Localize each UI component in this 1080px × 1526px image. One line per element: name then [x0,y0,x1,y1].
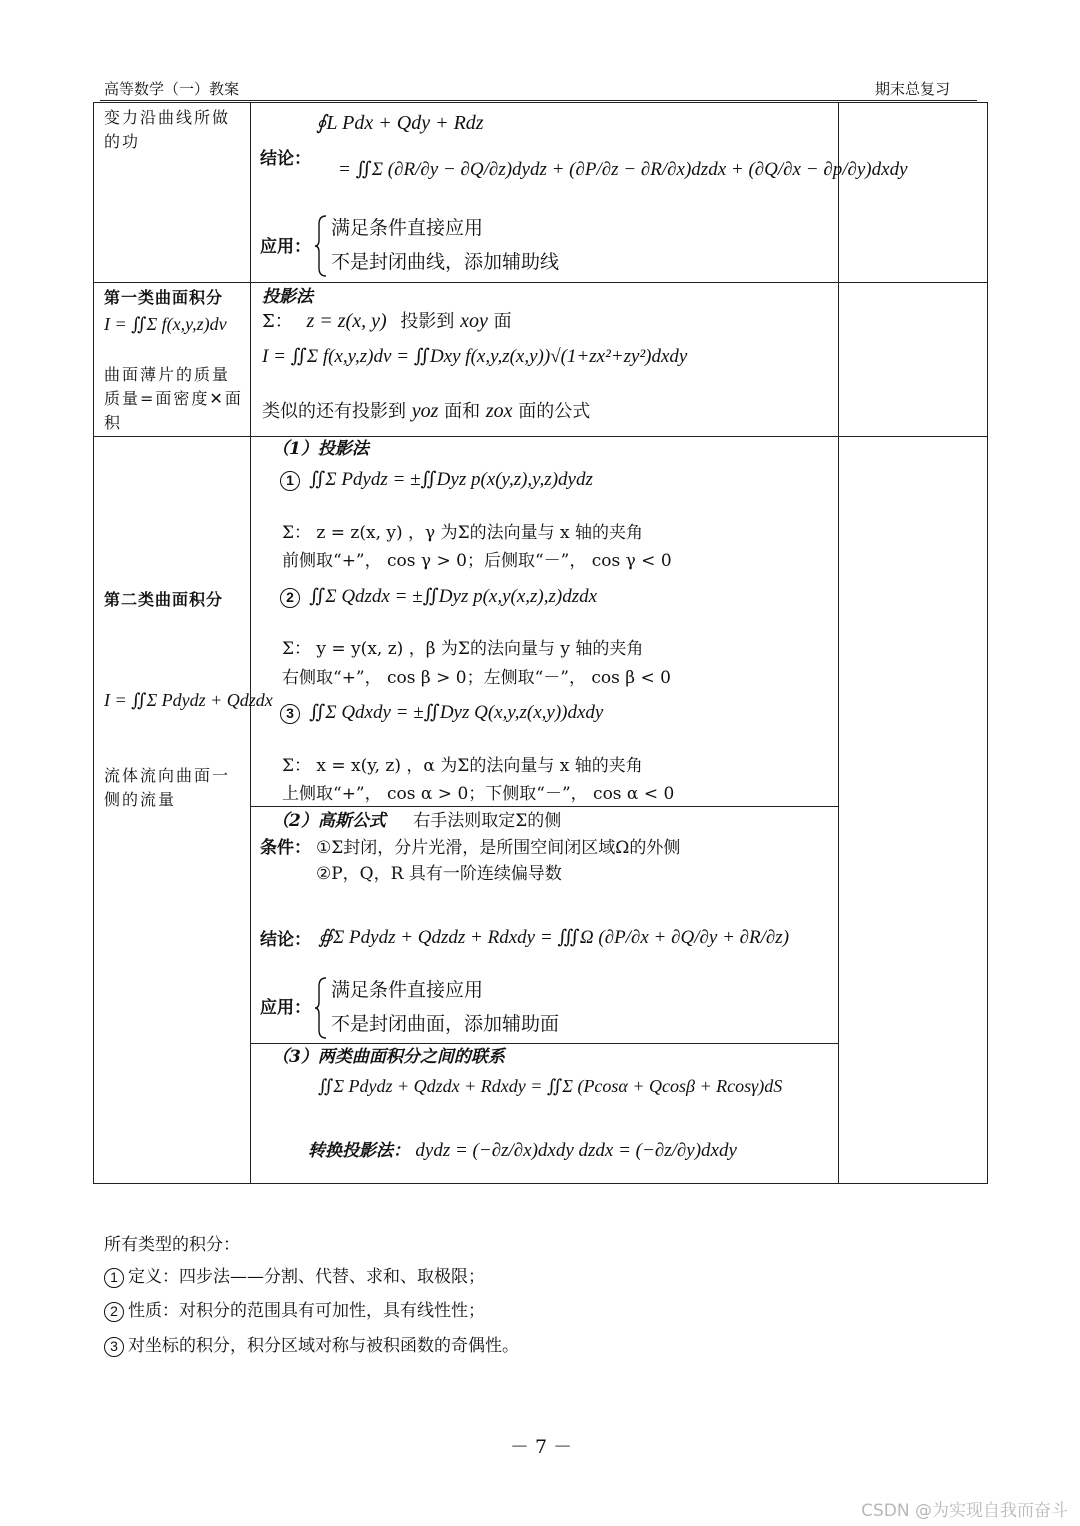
table-row-divider-2 [94,436,987,437]
row2-sigma-c: 投影到 [400,311,455,332]
footer-point-1-marker: 1 [104,1268,124,1288]
row1-conclusion-formula: = ∬Σ (∂R/∂y − ∂Q/∂z)dydz + (∂P/∂z − ∂R/∂x)dzdx + (∂Q/∂x − ∂p/∂y)dxdy [338,159,908,180]
row2-similar-a: 类似的还有投影到 [262,401,406,422]
watermark: CSDN @为实现自我而奋斗 [861,1501,1068,1521]
row2-method: 投影法 [262,287,313,307]
row3-label-desc: 流体流向曲面一侧的流量 [104,766,231,809]
row2-sigma-e: 面 [493,311,512,332]
table-subrow-divider-1 [250,806,838,807]
footer-point-1 [104,1262,485,1288]
item-2-formula: ∬Σ Qdzdx = ±∬Dyz p(x,y(x,z),z)dzdx [309,586,598,607]
header-right: 期末总复习 [874,80,950,98]
row2-sigma-a: Σ： [262,311,293,332]
row3-gauss-formula: ∯Σ Pdydz + Qdzdz + Rdxdy = ∭Ω (∂P/∂x + ∂Q/∂y + ∂R/∂z) [318,927,790,948]
row2-similar-d: zox [485,400,513,422]
row3-cond-2: ②P，Q，R 具有一阶连续偏导数 [316,864,562,884]
item-1-formula: ∬Σ Pdydz = ±∬Dyz p(x(y,z),y,z)dydz [309,469,593,490]
footer-point-2 [104,1296,485,1322]
row3-section1-title: （1）投影法 [272,439,369,459]
footer-point-2-marker: 2 [104,1302,124,1322]
row3-relation-formula: ∬Σ Pdydz + Qdzdx + Rdxdy = ∬Σ (Pcosα + Qcosβ + Rcosγ)dS [318,1076,783,1096]
table-subrow-divider-2 [250,1043,838,1044]
row2-sigma-b: z = z(x, y) [306,310,387,332]
row1-brace [314,214,328,278]
row1-formula: ∮L Pdx + Qdy + Rdz [316,112,484,134]
header-left: 高等数学（一）教案 [104,80,240,98]
header-rule [100,100,977,101]
footer-point-2-text: 性质：对积分的范围具有可加性，具有线性性； [128,1301,485,1321]
row2-main-formula: I = ∬Σ f(x,y,z)dv = ∬Dxy f(x,y,z(x,y))√(1+zx²+zy²)dxdy [262,346,688,367]
row2-similar-e: 面的公式 [518,401,591,422]
row3-convert-formula: dydz = (−∂z/∂x)dxdy dzdx = (−∂z/∂y)dxdy [415,1140,737,1161]
row3-apply-2: 不是封闭曲面，添加辅助面 [331,1013,560,1035]
row2-similar-c: 面和 [444,401,481,422]
row3-cond-label: 条件： [260,838,311,858]
row1-apply-1: 满足条件直接应用 [331,217,484,239]
row1-label: 变力沿曲线所做的功 [104,108,231,151]
footer-point-3-marker: 3 [104,1337,124,1357]
row3-label-title: 第二类曲面积分 [104,590,224,609]
row3-cond-1: ①Σ封闭，分片光滑，是所围空间闭区域Ω的外侧 [316,838,681,858]
row3-item-3 [280,701,603,724]
item-2-num: 2 [280,588,300,608]
row1-conclusion-label: 结论： [260,149,311,169]
row3-label-formula: I = ∬Σ Pdydz + Qdzdx [104,690,273,710]
row3-section2-header [272,810,561,832]
item-1-sign: 前侧取“+”， cos γ > 0；后侧取“－”， cos γ < 0 [282,551,672,571]
footer-point-3 [104,1331,519,1357]
row2-label-formula: I = ∬Σ f(x,y,z)dv [104,314,227,334]
item-1-num: 1 [280,471,300,491]
row3-convert-label: 转换投影法： [308,1141,410,1161]
row3-section3-title: （3）两类曲面积分之间的联系 [272,1047,505,1067]
row3-convert-line [308,1140,737,1162]
item-2-sign: 右侧取“+”， cos β > 0；左侧取“－”， cos β < 0 [282,668,671,688]
item-3-formula: ∬Σ Qdxdy = ±∬Dyz Q(x,y,z(x,y))dxdy [309,702,604,723]
table-row-divider-1 [94,282,987,283]
row3-apply-1: 满足条件直接应用 [331,979,484,1001]
table-col-divider-2 [838,103,839,1183]
table-col-divider-1 [250,103,251,1183]
row3-brace [314,976,328,1040]
page-number: － 7 － [510,1436,573,1458]
row2-sigma-d: xoy [460,310,488,332]
row2-similar-b: yoz [411,400,439,422]
footer-point-3-text: 对坐标的积分，积分区域对称与被积函数的奇偶性。 [128,1336,519,1356]
row1-line-integral [316,110,484,135]
row3-apply-label: 应用： [260,998,311,1018]
row3-item-1 [280,468,593,491]
item-3-sign: 上侧取“+”， cos α > 0；下侧取“－”， cos α < 0 [282,784,675,804]
row3-section2-title: （2）高斯公式 [272,811,386,831]
item-3-sigma: Σ： x = x(y, z) ，α 为Σ的法向量与 x 轴的夹角 [282,756,643,776]
footer-point-1-text: 定义：四步法——分割、代替、求和、取极限； [128,1267,485,1287]
row1-apply-label: 应用： [260,237,311,257]
row3-gauss-label: 结论： [260,930,311,950]
row3-item-2 [280,585,597,608]
row2-label-title: 第一类曲面积分 [104,288,224,307]
row2-sigma-line [262,310,512,333]
row2-similar-line [262,400,590,423]
row3-section2-rule: 右手法则取定Σ的侧 [413,811,562,831]
row2-label-desc: 曲面薄片的质量 质量=面密度✕面积 [104,365,243,432]
row1-apply-2: 不是封闭曲线，添加辅助线 [331,251,560,273]
item-3-num: 3 [280,704,300,724]
footer-intro: 所有类型的积分： [104,1235,240,1255]
item-1-sigma: Σ： z = z(x, y) ，γ 为Σ的法向量与 x 轴的夹角 [282,523,644,543]
item-2-sigma: Σ： y = y(x, z) ，β 为Σ的法向量与 y 轴的夹角 [282,639,644,659]
